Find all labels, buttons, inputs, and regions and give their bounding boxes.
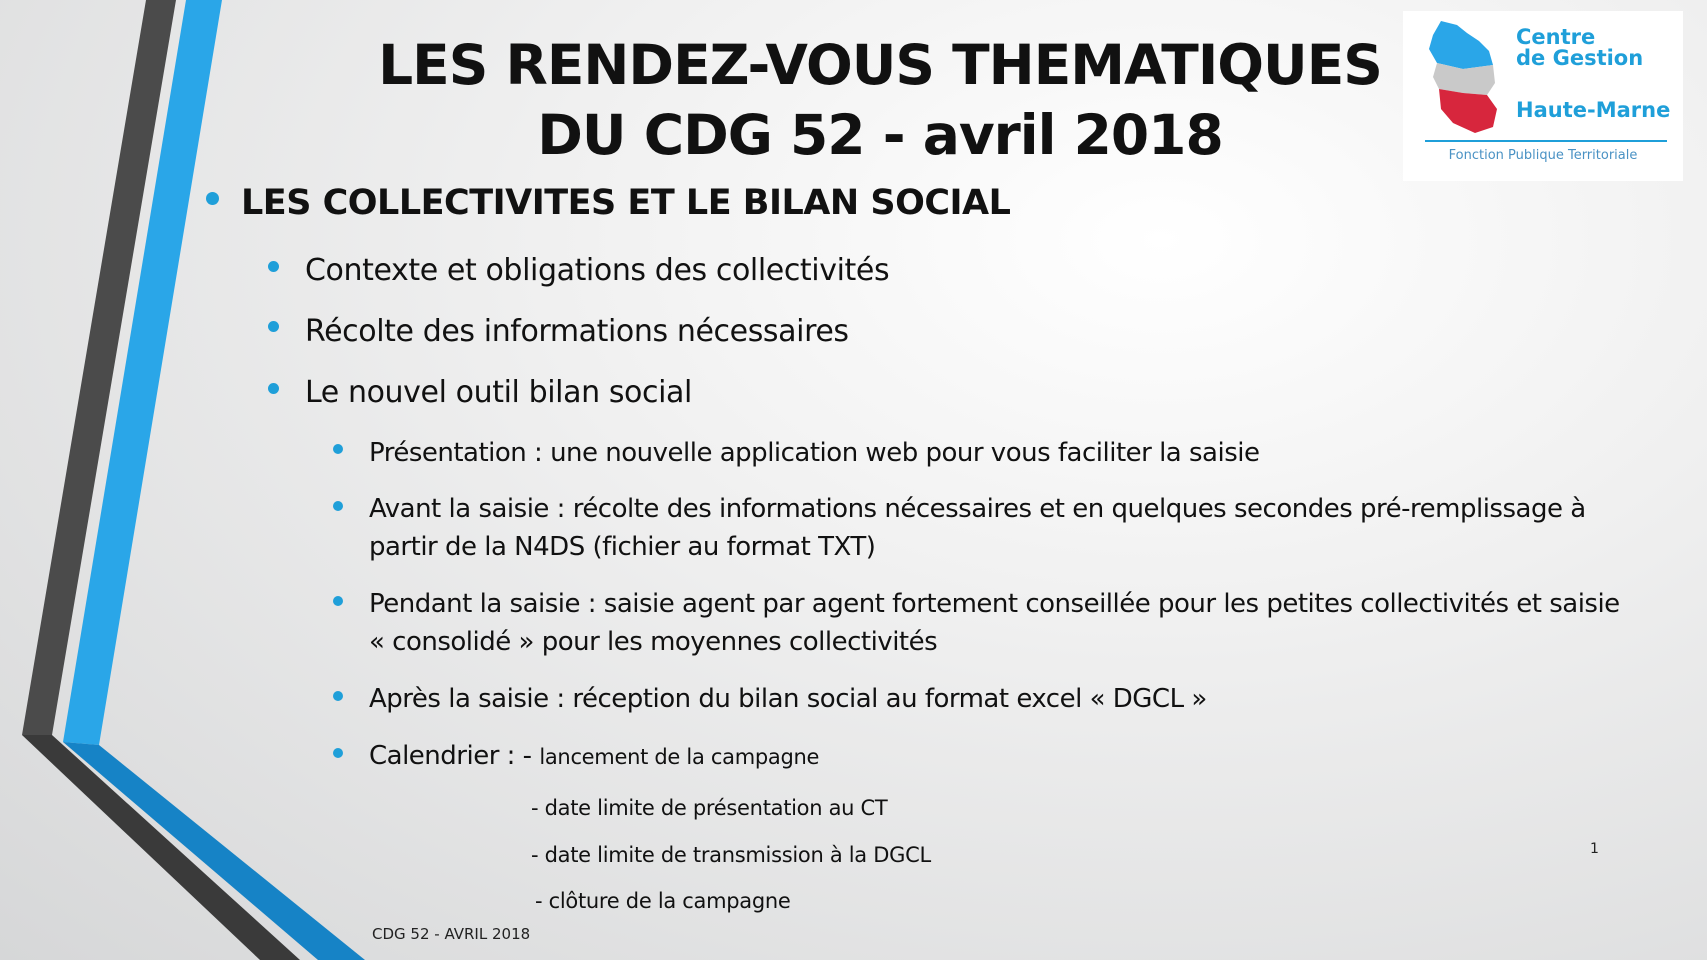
logo-region: Haute-Marne: [1516, 98, 1671, 122]
cdg-logo: [1403, 11, 1683, 181]
slide-footer: CDG 52 - AVRIL 2018: [372, 925, 531, 943]
calendar-first-entry: lancement de la campagne: [539, 745, 820, 769]
title-line-1: LES RENDEZ-VOUS THEMATIQUES: [378, 33, 1382, 97]
bullet-icon: [268, 321, 279, 332]
haute-marne-map-icon: [1423, 19, 1513, 139]
sub-list-item: Pendant la saisie : saisie agent par agent fortement conseillée pour les petites collectivités et saisie: [369, 589, 1620, 619]
calendar-entry: - date limite de transmission à la DGCL: [531, 843, 931, 867]
bullet-icon: [206, 192, 219, 205]
list-item: Le nouvel outil bilan social: [305, 375, 692, 410]
sub-list-item: Présentation : une nouvelle application web pour vous faciliter la saisie: [369, 438, 1260, 468]
sub-list-item: Avant la saisie : récolte des informations nécessaires et en quelques secondes pré-remplissage à: [369, 494, 1586, 524]
sub-list-item: Après la saisie : réception du bilan social au format excel « DGCL »: [369, 684, 1207, 714]
logo-line-2: de Gestion: [1516, 46, 1644, 70]
bullet-icon: [333, 596, 343, 606]
bullet-icon: [333, 691, 343, 701]
bullet-icon: [333, 748, 343, 758]
calendar-label: Calendrier : -: [369, 741, 540, 771]
slide-title: [300, 30, 1460, 170]
calendar-item: [369, 741, 819, 771]
calendar-entry: - date limite de présentation au CT: [531, 796, 888, 820]
page-number: 1: [1590, 841, 1599, 857]
logo-divider: [1425, 140, 1667, 142]
list-item: Contexte et obligations des collectivités: [305, 253, 890, 288]
calendar-entry: - clôture de la campagne: [535, 889, 791, 913]
logo-line-1: Centre: [1516, 25, 1596, 49]
section-heading: LES COLLECTIVITES ET LE BILAN SOCIAL: [241, 183, 1011, 223]
logo-name: [1516, 27, 1643, 69]
sub-list-item-continuation: « consolidé » pour les moyennes collectivités: [369, 627, 938, 657]
bullet-icon: [268, 261, 279, 272]
bullet-icon: [333, 444, 343, 454]
bullet-icon: [268, 383, 279, 394]
sub-list-item-continuation: partir de la N4DS (fichier au format TXT): [369, 532, 876, 562]
bullet-icon: [333, 501, 343, 511]
list-item: Récolte des informations nécessaires: [305, 314, 849, 349]
title-line-2: DU CDG 52 - avril 2018: [537, 103, 1223, 167]
logo-tagline: Fonction Publique Territoriale: [1448, 148, 1638, 163]
